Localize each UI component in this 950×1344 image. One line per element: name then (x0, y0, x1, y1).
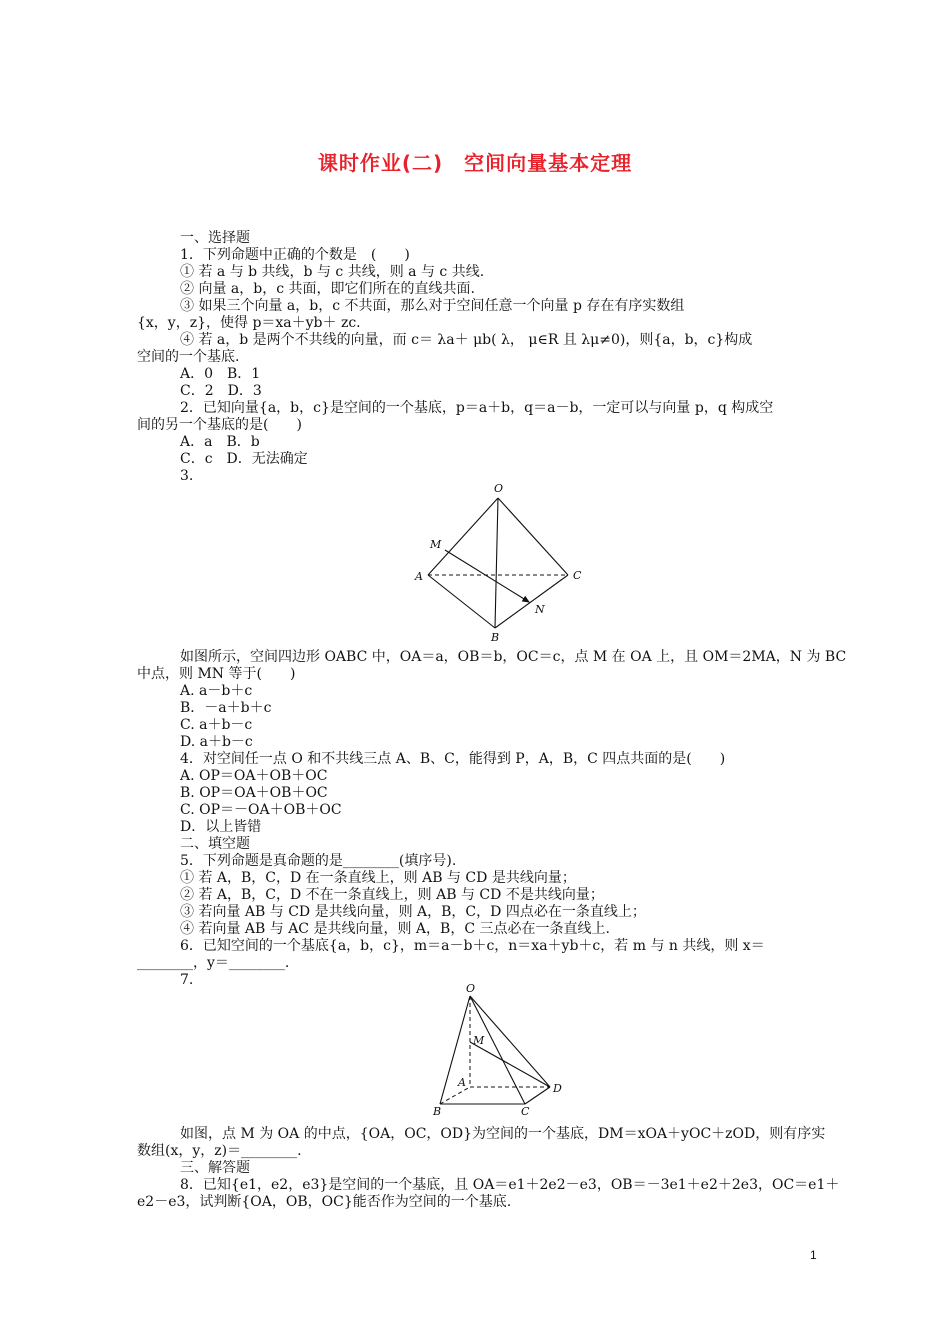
label-m: M (430, 538, 442, 551)
figure-tetrahedron-oabc (408, 478, 598, 646)
q2-options-cd: C．c D．无法确定 (180, 451, 308, 467)
q3-option-c: C. a＋b－c (180, 717, 253, 733)
label-a: A (415, 570, 423, 583)
question-1: 1．下列命题中正确的个数是 ( ) (180, 247, 410, 263)
q1-statement-4-cont: 空间的一个基底. (137, 349, 240, 365)
label-o: O (466, 982, 476, 995)
q5-statement-2: ② 若 A，B，C，D 不在一条直线上，则 AB 与 CD 不是共线向量； (180, 887, 604, 903)
q5-statement-4: ④ 若向量 AB 与 AC 是共线向量，则 A，B，C 三点必在一条直线上. (180, 921, 610, 937)
q1-options-ab: A．0 B．1 (180, 366, 261, 382)
question-8: 8．已知{e1，e2，e3}是空间的一个基底，且 OA＝e1＋2e2－e3，OB＝－3e1＋e2＋2e3，OC＝e1＋ (180, 1177, 840, 1193)
q4-option-b: B. OP＝OA＋OB＋OC (180, 785, 328, 801)
question-3-cont: 中点，则 MN 等于( ) (137, 666, 296, 682)
label-o: O (494, 482, 504, 495)
question-4: 4．对空间任一点 O 和不共线三点 A、B、C，能得到 P，A，B，C 四点共面的是( ) (180, 751, 726, 767)
q3-option-d: D. a＋b－c (180, 734, 253, 750)
question-7-cont: 数组(x，y，z)＝________. (137, 1143, 302, 1159)
label-b: B (433, 1105, 442, 1118)
q4-option-c: C. OP＝－OA＋OB＋OC (180, 802, 342, 818)
q5-statement-1: ① 若 A，B，C，D 在一条直线上，则 AB 与 CD 是共线向量； (180, 870, 576, 886)
question-7: 如图，点 M 为 OA 的中点，{OA，OC，OD}为空间的一个基底，DM＝xOA＋yOC＋zOD，则有序实 (180, 1126, 826, 1142)
label-c: C (521, 1105, 530, 1118)
label-a: A (458, 1076, 466, 1089)
q1-statement-4: ④ 若 a，b 是两个不共线的向量，而 c＝ λa＋ μb( λ， μ∈R 且 λμ≠0)，则{a，b，c}构成 (180, 332, 753, 348)
page-number: 1 (810, 1248, 817, 1262)
page-title: 课时作业(二) 空间向量基本定理 (317, 151, 633, 175)
label-b: B (491, 631, 500, 644)
q3-option-b: B．－a＋b＋c (180, 700, 272, 716)
question-2: 2．已知向量{a，b，c}是空间的一个基底，p＝a＋b，q＝a－b，一定可以与向量 p，q 构成空 (180, 400, 774, 416)
q1-statement-3-cont: {x，y，z}，使得 p＝xa＋yb＋ zc. (137, 315, 361, 331)
q5-statement-3: ③ 若向量 AB 与 CD 是共线向量，则 A，B，C，D 四点必在一条直线上； (180, 904, 646, 920)
figure-pyramid-oabcd (425, 982, 575, 1120)
section-heading: 二、填空题 (180, 836, 250, 852)
label-c: C (573, 569, 582, 582)
q1-statement-2: ② 向量 a，b，c 共面，即它们所在的直线共面. (180, 281, 475, 297)
question-8-cont: e2－e3，试判断{OA，OB，OC}能否作为空间的一个基底. (137, 1194, 512, 1210)
q1-statement-3: ③ 如果三个向量 a，b，c 不共面，那么对于空间任意一个向量 p 存在有序实数组 (180, 298, 685, 314)
question-7-number: 7. (180, 972, 194, 988)
question-3-number: 3. (180, 468, 194, 484)
q1-options-cd: C．2 D．3 (180, 383, 262, 399)
label-d: D (553, 1082, 562, 1095)
question-2-cont: 间的另一个基底的是( ) (137, 417, 302, 433)
q2-options-ab: A．a B．b (180, 434, 260, 450)
label-n: N (535, 603, 545, 616)
q3-option-a: A. a－b＋c (180, 683, 253, 699)
section-heading: 一、选择题 (180, 230, 250, 246)
question-6: 6．已知空间的一个基底{a，b，c}，m＝a－b＋c，n＝xa＋yb＋c，若 m 与 n 共线，则 x＝ (180, 938, 765, 954)
label-m: M (473, 1034, 485, 1047)
question-5: 5．下列命题是真命题的是________(填序号). (180, 853, 457, 869)
q4-option-d: D．以上皆错 (180, 819, 262, 835)
q4-option-a: A. OP＝OA＋OB＋OC (180, 768, 328, 784)
question-3: 如图所示，空间四边形 OABC 中，OA＝a，OB＝b，OC＝c，点 M 在 OA 上，且 OM＝2MA，N 为 BC (180, 649, 847, 665)
section-heading: 三、解答题 (180, 1160, 250, 1176)
question-6-cont: ________，y＝________. (137, 955, 290, 971)
q1-statement-1: ① 若 a 与 b 共线，b 与 c 共线，则 a 与 c 共线. (180, 264, 485, 280)
